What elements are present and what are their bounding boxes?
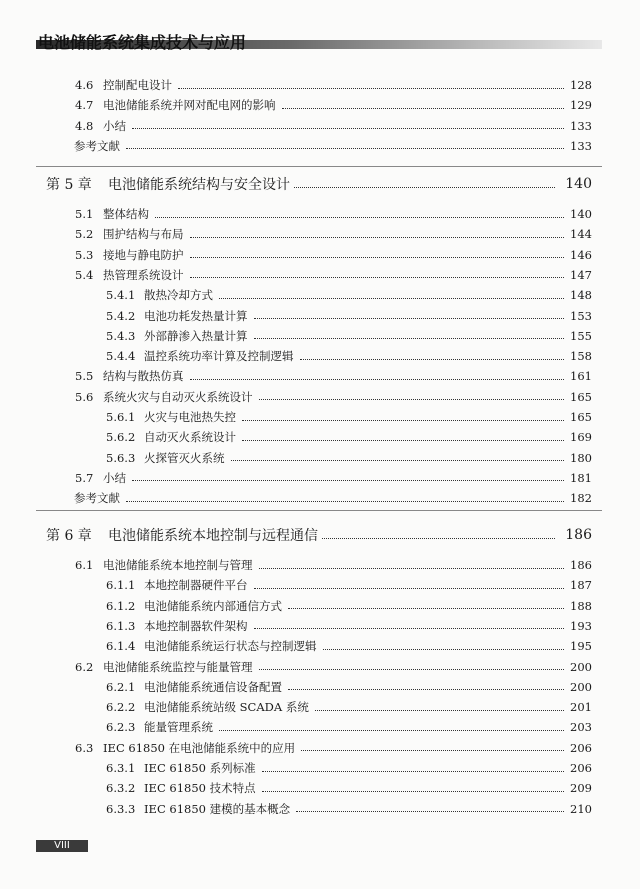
chapter-page: 186 (565, 527, 592, 543)
toc-entry-title: 系统火灾与自动灭火系统设计 (103, 389, 253, 404)
toc-entry-page: 169 (570, 430, 592, 445)
dot-leader (262, 771, 564, 772)
dot-leader (294, 187, 555, 188)
toc-entry (75, 740, 592, 756)
chapter-label: 第 6 章 (46, 528, 92, 544)
dot-leader (259, 399, 565, 400)
toc-entry-number: 5.4.3 (106, 328, 136, 343)
toc-entry-number: 6.3 (75, 740, 94, 755)
toc-entry (74, 490, 592, 506)
toc-entry-number: 5.3 (75, 247, 94, 262)
toc-entry-number: 5.6 (75, 389, 94, 404)
toc-entry-page: 161 (570, 369, 592, 384)
dot-leader (301, 750, 564, 751)
toc-entry-page: 193 (570, 618, 592, 633)
toc-entry-title: IEC 61850 系列标准 (144, 761, 256, 775)
toc-entry-page: 200 (570, 679, 592, 694)
toc-entry-title: 温控系统功率计算及控制逻辑 (144, 349, 294, 364)
toc-entry-page: 148 (570, 288, 592, 303)
dot-leader (322, 538, 555, 539)
toc-entry-number: 6.1.1 (106, 578, 136, 593)
toc-entry (75, 389, 592, 405)
toc-entry-page: 155 (570, 328, 592, 343)
dot-leader (219, 730, 564, 731)
dot-leader (190, 277, 565, 278)
toc-chapter (46, 525, 592, 545)
toc-entry-title: 参考文献 (74, 138, 120, 153)
dot-leader (288, 689, 564, 690)
dot-leader (254, 628, 565, 629)
toc-entry (106, 801, 592, 817)
toc-entry-title: 参考文献 (74, 491, 120, 506)
dot-leader (323, 649, 565, 650)
dot-leader (132, 480, 564, 481)
toc-entry-page: 182 (570, 491, 592, 506)
toc-entry-page: 188 (570, 598, 592, 613)
toc-entry (106, 699, 592, 715)
chapter-divider (36, 166, 602, 167)
dot-leader (288, 608, 564, 609)
toc-entry-title: 电池储能系统并网对配电网的影响 (103, 98, 276, 113)
dot-leader (315, 710, 564, 711)
toc-entry-title: 小结 (103, 118, 126, 133)
toc-entry (75, 470, 592, 486)
toc-entry-title: 电池储能系统通信设备配置 (144, 679, 282, 694)
dot-leader (259, 568, 565, 569)
toc-entry (106, 348, 592, 364)
toc-entry-number: 6.1.3 (106, 618, 136, 633)
toc-entry-number: 6.2.3 (106, 720, 136, 735)
toc-entry-number: 6.2.1 (106, 679, 136, 694)
toc-entry-number: 5.4.1 (106, 288, 136, 303)
toc-entry (106, 450, 592, 466)
toc-entry (74, 138, 592, 154)
toc-entry (75, 659, 592, 675)
toc-entry-title: 电池功耗发热量计算 (144, 308, 248, 323)
toc-entry (75, 77, 592, 93)
toc-entry-number: 5.4 (75, 267, 94, 282)
toc-entry (75, 368, 592, 384)
chapter-label: 第 5 章 (46, 177, 92, 193)
toc-entry-title: 电池储能系统内部通信方式 (144, 598, 282, 613)
chapter-page: 140 (565, 176, 592, 192)
toc-entry-page: 210 (570, 801, 592, 816)
chapter-divider (36, 510, 602, 511)
toc-entry-page: 206 (570, 740, 592, 755)
toc-entry (75, 97, 592, 113)
toc-entry (106, 618, 592, 634)
toc-entry-title: 电池储能系统本地控制与管理 (103, 558, 253, 572)
toc-entry-page: 147 (570, 267, 592, 282)
toc-entry-number: 5.6.3 (106, 450, 136, 465)
toc-entry-title: 外部静渗入热量计算 (144, 328, 248, 343)
dot-leader (282, 108, 565, 109)
toc-entry-title: 整体结构 (103, 207, 149, 221)
toc-entry-page: 201 (570, 700, 592, 715)
toc-entry (106, 429, 592, 445)
toc-entry-title: 火灾与电池热失控 (144, 410, 236, 424)
toc-entry-page: 165 (570, 410, 592, 424)
toc-entry-page: 146 (570, 247, 592, 262)
dot-leader (242, 420, 564, 421)
toc-entry-title: 本地控制器软件架构 (144, 618, 248, 633)
dot-leader (231, 460, 565, 461)
toc-entry-number: 5.4.2 (106, 308, 136, 323)
chapter-title: 电池储能系统本地控制与远程通信 (108, 528, 318, 544)
toc-entry-page: 206 (570, 761, 592, 775)
toc-entry-page: 144 (570, 227, 592, 242)
toc-entry (106, 719, 592, 735)
toc-entry-page: 133 (570, 138, 592, 153)
toc-entry (106, 308, 592, 324)
toc-entry-number: 6.1.2 (106, 598, 136, 613)
toc-entry-page: 129 (570, 98, 592, 113)
toc-entry-number: 5.6.1 (106, 410, 136, 424)
toc-entry (75, 267, 592, 283)
toc-entry-number: 4.8 (75, 118, 94, 133)
toc-entry (75, 557, 592, 573)
toc-entry-title: 火探管灭火系统 (144, 450, 225, 465)
dot-leader (190, 379, 565, 380)
dot-leader (242, 440, 564, 441)
toc-entry (106, 679, 592, 695)
toc-entry-page: 187 (570, 578, 592, 593)
toc-entry (75, 226, 592, 242)
dot-leader (155, 217, 564, 218)
toc-entry (75, 118, 592, 134)
toc-entry-page: 140 (570, 207, 592, 221)
dot-leader (300, 359, 565, 360)
toc-entry-number: 5.5 (75, 369, 94, 384)
toc-entry-page: 209 (570, 781, 592, 796)
dot-leader (126, 501, 564, 502)
toc-entry-title: 电池储能系统运行状态与控制逻辑 (144, 639, 317, 654)
toc-entry-number: 5.2 (75, 227, 94, 242)
toc-entry (106, 638, 592, 654)
dot-leader (296, 811, 564, 812)
toc-entry (75, 247, 592, 263)
toc-entry-number: 6.2.2 (106, 700, 136, 715)
toc-entry-page: 200 (570, 659, 592, 674)
dot-leader (190, 237, 565, 238)
toc-entry-page: 181 (570, 470, 592, 485)
toc-entry-title: IEC 61850 技术特点 (144, 781, 256, 796)
toc-entry-page: 133 (570, 118, 592, 133)
toc-entry-page: 186 (570, 558, 592, 572)
dot-leader (259, 669, 565, 670)
toc-entry-title: IEC 61850 建模的基本概念 (144, 801, 291, 816)
toc-entry (106, 780, 592, 796)
toc-entry-title: 接地与静电防护 (103, 247, 184, 262)
toc-chapter (46, 174, 592, 194)
toc-entry-number: 6.3.1 (106, 761, 136, 775)
toc-entry-title: 本地控制器硬件平台 (144, 578, 248, 593)
toc-entry (106, 577, 592, 593)
toc-entry-title: 热管理系统设计 (103, 267, 184, 282)
toc-entry-number: 6.1.4 (106, 639, 136, 654)
toc-entry-title: 自动灭火系统设计 (144, 430, 236, 445)
toc-entry-title: 控制配电设计 (103, 78, 172, 92)
dot-leader (178, 88, 564, 89)
toc-entry-title: 电池储能系统站级 SCADA 系统 (144, 700, 309, 715)
toc-entry-page: 165 (570, 389, 592, 404)
dot-leader (262, 791, 564, 792)
toc-entry-page: 158 (570, 349, 592, 364)
toc-entry-title: 结构与散热仿真 (103, 369, 184, 384)
chapter-title: 电池储能系统结构与安全设计 (108, 177, 290, 193)
toc-entry (106, 598, 592, 614)
toc-entry-number: 6.3.2 (106, 781, 136, 796)
toc-entry-title: 围护结构与布局 (103, 227, 184, 242)
book-title: 电池储能系统集成技术与应用 (38, 33, 247, 52)
toc-entry-number: 5.7 (75, 470, 94, 485)
toc-entry-title: 小结 (103, 470, 126, 485)
toc-entry (106, 328, 592, 344)
toc-entry-page: 203 (570, 720, 592, 735)
toc-entry-number: 6.3.3 (106, 801, 136, 816)
dot-leader (254, 318, 565, 319)
toc-entry-number: 4.6 (75, 78, 94, 92)
toc-entry-title: IEC 61850 在电池储能系统中的应用 (103, 740, 296, 755)
dot-leader (132, 128, 564, 129)
toc-entry-page: 153 (570, 308, 592, 323)
toc-entry-number: 4.7 (75, 98, 94, 113)
toc-entry-title: 电池储能系统监控与能量管理 (103, 659, 253, 674)
dot-leader (126, 148, 564, 149)
toc-entry (75, 206, 592, 222)
toc-entry-page: 180 (570, 450, 592, 465)
toc-entry-number: 5.6.2 (106, 430, 136, 445)
toc-entry-title: 散热冷却方式 (144, 288, 213, 303)
dot-leader (190, 257, 565, 258)
toc-entry (106, 409, 592, 425)
toc-entry-number: 6.1 (75, 558, 94, 572)
page-number: VIII (36, 840, 88, 852)
toc-entry-number: 5.4.4 (106, 349, 136, 364)
toc-entry-number: 6.2 (75, 659, 94, 674)
toc-entry-number: 5.1 (75, 207, 94, 221)
dot-leader (254, 588, 565, 589)
dot-leader (219, 298, 564, 299)
toc-entry (106, 287, 592, 303)
toc-entry (106, 760, 592, 776)
toc-entry-page: 128 (570, 78, 592, 92)
toc-entry-title: 能量管理系统 (144, 720, 213, 735)
toc-entry-page: 195 (570, 639, 592, 654)
dot-leader (254, 338, 565, 339)
